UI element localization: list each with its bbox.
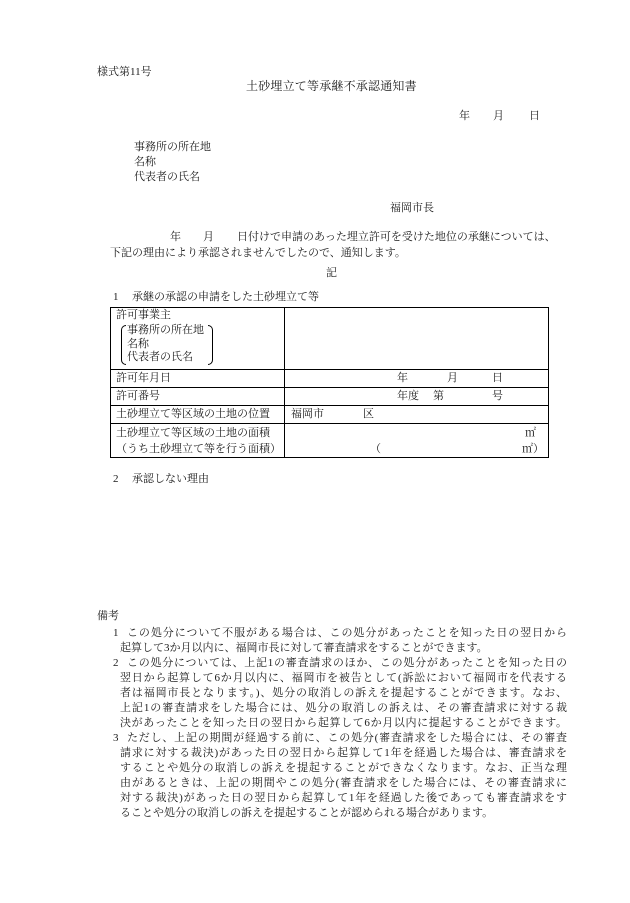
note-line: この処分については、上記1の審査請求のほか、この処分があったことを知った日の xyxy=(127,657,567,669)
issuer: 福岡市長 xyxy=(390,202,434,214)
note-line: 決があったことを知った日の翌日から起算して6か月以内に提起することができます。 xyxy=(120,717,567,729)
location-city: 福岡市 xyxy=(291,408,324,420)
permit-number-go: 号 xyxy=(492,390,503,402)
permit-holder-bracket-group xyxy=(111,324,285,366)
document-title: 土砂埋立て等承継不承認通知書 xyxy=(246,79,417,93)
row-area xyxy=(111,423,548,458)
area-unit-close: ㎡） xyxy=(522,443,544,455)
row-permit-number xyxy=(111,387,548,405)
date-month: 月 xyxy=(493,110,504,122)
permit-number-fiscal-year: 年度 xyxy=(397,390,419,402)
row-permit-holder xyxy=(111,308,548,369)
row-location xyxy=(111,405,548,423)
note-line: ただし、上記の期間が経過する前に、この処分(審査請求をした場合には、その審査 xyxy=(127,732,567,744)
permit-date-month: 月 xyxy=(447,372,458,384)
area-unit: ㎡ xyxy=(525,427,536,439)
bracket-left xyxy=(121,325,126,365)
note-line: 者は福岡市長となります。)、処分の取消しの訴えを提起することができます。なお、 xyxy=(120,687,567,699)
note-line: 対する裁決)があった日の翌日から起算して1年を経過した後であっても審査請求をす xyxy=(120,792,567,804)
note-line: 起算して3か月以内に、福岡市長に対して審査請求をすることができます。 xyxy=(120,642,488,654)
permit-date-label: 許可年月日 xyxy=(116,372,171,384)
note-line: 上記1の審査請求をした場合には、処分の取消しの訴えは、その審査請求に対する裁 xyxy=(120,702,567,714)
area-paren-open: （ xyxy=(370,443,381,455)
addressee-name: 名称 xyxy=(134,156,156,168)
note-line: この処分について不服がある場合は、この処分があったことを知った日の翌日から xyxy=(127,627,567,639)
note-line: ることや処分の取消しの訴えを提起することが認められる場合があります。 xyxy=(120,807,494,819)
permit-number-dai: 第 xyxy=(433,390,444,402)
form-number: 様式第11号 xyxy=(97,66,152,78)
body-month: 月 xyxy=(203,231,214,243)
permit-holder-name: 名称 xyxy=(127,337,149,350)
permit-holder-office-location: 事務所の所在地 xyxy=(127,324,204,336)
note-number: 3 xyxy=(113,732,119,744)
bracket-right xyxy=(208,325,213,365)
reason-blank-area xyxy=(110,492,550,602)
section-2-number: 2 xyxy=(113,473,119,485)
section-2-title: 承認しない理由 xyxy=(132,473,209,485)
section-1-title: 承継の承認の申請をした土砂埋立て等 xyxy=(132,291,319,303)
permit-holder-representative: 代表者の氏名 xyxy=(127,351,193,363)
note-line: 翌日から起算して6か月以内に、福岡市を被告として(訴訟において福岡市を代表する xyxy=(120,672,567,684)
date-day: 日 xyxy=(529,110,540,122)
addressee-representative: 代表者の氏名 xyxy=(134,171,200,183)
permit-holder-label: 許可事業主 xyxy=(116,309,171,321)
note-line: 請求に対する裁決)があった日の翌日から起算して1年を経過した場合は、審査請求を xyxy=(120,747,567,759)
body-line-2: 下記の理由により承認されませんでしたので、通知します。 xyxy=(110,247,406,259)
permit-date-day: 日 xyxy=(492,372,503,384)
body-year: 年 xyxy=(170,231,181,243)
area-sublabel: （うち土砂埋立て等を行う面積） xyxy=(116,443,281,455)
row-permit-date xyxy=(111,369,548,387)
body-line-1: 日付けで申請のあった埋立許可を受けた地位の承継については、 xyxy=(237,231,556,243)
location-ward: 区 xyxy=(363,408,374,420)
permit-number-label: 許可番号 xyxy=(116,390,160,402)
section-1-number: 1 xyxy=(113,291,119,303)
area-label: 土砂埋立て等区域の土地の面積 xyxy=(116,427,270,439)
note-number: 2 xyxy=(113,657,119,669)
date-year: 年 xyxy=(459,110,470,122)
location-label: 土砂埋立て等区域の土地の位置 xyxy=(116,408,270,420)
permit-date-year: 年 xyxy=(397,372,408,384)
note-number: 1 xyxy=(113,627,119,639)
addressee-office-location: 事務所の所在地 xyxy=(134,141,211,153)
notes-heading: 備考 xyxy=(97,610,119,622)
note-line: することや処分の取消しの訴えを提起することができなくなります。なお、正当な理 xyxy=(120,762,567,774)
ki-heading: 記 xyxy=(326,267,337,279)
application-table xyxy=(110,307,549,458)
note-line: 由があるときは、上記の期間やこの処分(審査請求をした場合には、その審査請求に xyxy=(120,777,567,789)
